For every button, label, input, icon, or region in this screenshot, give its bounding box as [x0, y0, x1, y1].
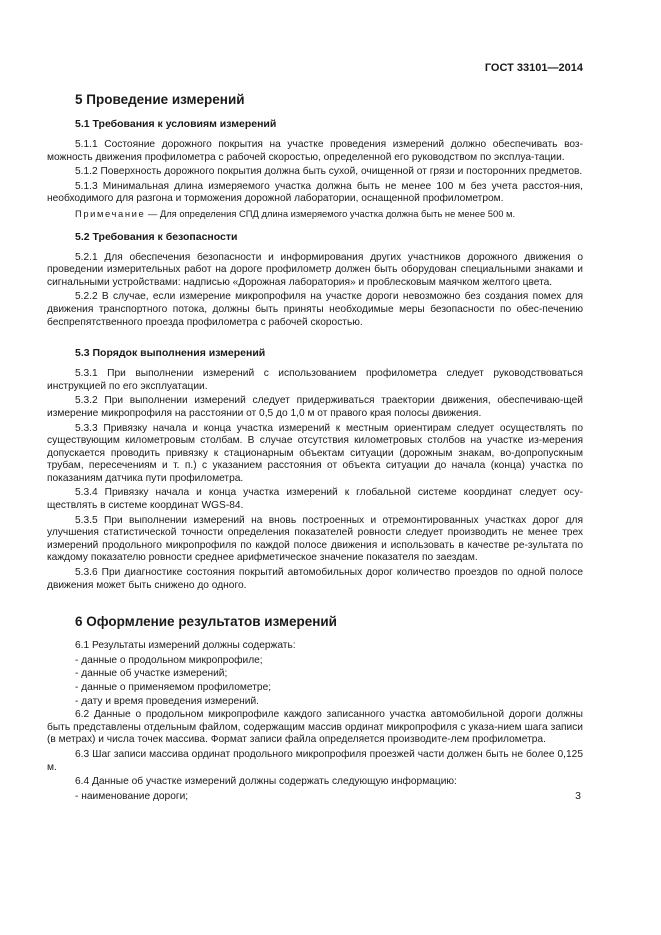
paragraph-5-3-3: 5.3.3 Привязку начала и конца участка измерений к местным ориентирам следует осуществлять по существующим километровым столбам. В случае отсутствия километровых столбов на участке из-мерения допускается проводить привязку к стационарным объектам ситуации (дорожным знакам, во-допропускным трубам, пересечениям и т. п.) с указанием расстояния от объекта ситуации до начала (конца) участка по показаниям датчика пути профилометра.	[47, 422, 583, 484]
paragraph-5-3-1: 5.3.1 При выполнении измерений с использованием профилометра следует руководствоваться инструкцией по его эксплуатации.	[47, 368, 583, 392]
list-item: - дату и время проведения измерений.	[75, 695, 259, 707]
section-5-2-heading: 5.2 Требования к безопасности	[75, 230, 238, 243]
paragraph-5-2-2: 5.2.2 В случае, если измерение микропрофиля на участке дороги невозможно без создания помех для движения транспортного потока, должны быть приняты необходимые меры безопасности по обес-печению беспрепятственного проезда профилометра с рабочей скоростью.	[47, 291, 583, 328]
paragraph-6-2: 6.2 Данные о продольном микропрофиле каждого записанного участка автомобильной дороги должны быть представлены отдельным файлом, содержащим массив ординат микропрофиля с указа-нием шага записи (в метрах) и числа точек массива. Формат записи файла определяется производите-лем профилометра.	[47, 709, 583, 746]
paragraph-6-3: 6.3 Шаг записи массива ординат продольного микропрофиля проезжей части должен быть не более 0,125 м.	[47, 748, 583, 773]
section-5-heading: 5 Проведение измерений	[75, 92, 245, 107]
list-item: - данные об участке измерений;	[75, 668, 228, 680]
paragraph-5-2-1: 5.2.1 Для обеспечения безопасности и информирования других участников дорожного движения о проведении измерительных работ на дороге профилометр должен быть оборудован специальными знаками и сигнальными устройствами: надписью «Дорожная лаборатория» и проблесковым маячком желтого цвета.	[47, 251, 583, 288]
document-number: ГОСТ 33101—2014	[484, 62, 583, 74]
paragraph-5-3-2: 5.3.2 При выполнении измерений следует придерживаться траектории движения, обеспечиваю-щей измерение микропрофиля на расстоянии от 0,5 до 1,0 м от правого края полосы движения.	[47, 395, 583, 419]
list-item: - данные о применяемом профилометре;	[75, 682, 272, 693]
page-content	[47, 92, 583, 804]
paragraph-6-1: 6.1 Результаты измерений должны содержать:	[75, 640, 296, 652]
paragraph-5-3-4: 5.3.4 Привязку начала и конца участка измерений к глобальной системе координат следует осу-ществлять в системе координат WGS-84.	[47, 487, 583, 512]
list-item: - наименование дороги;	[75, 790, 189, 802]
paragraph-5-3-6: 5.3.6 При диагностике состояния покрытий автомобильных дорог количество проездов по одной полосе движения может быть снижено до одного.	[47, 567, 583, 591]
note-text: — Для определения СПД длина измеряемого участка должна быть не менее 500 м.	[145, 207, 516, 219]
paragraph-6-4: 6.4 Данные об участке измерений должны содержать следующую информацию:	[75, 776, 457, 788]
paragraph-5-3-5: 5.3.5 При выполнении измерений на вновь построенных и отремонтированных участках дорог для улучшения статистической точности определения показателей ровности следует производить не менее трех измерений продольного микропрофиля по каждой полосе движения и использовать в качестве ре-зультата по каждому показателю ровности среднее арифметическое значение показателя по заездам.	[47, 514, 583, 564]
list-item: - данные о продольном микропрофиле;	[75, 654, 263, 666]
note	[47, 208, 583, 221]
section-6-heading: 6 Оформление результатов измерений	[75, 614, 337, 630]
note-label: Примечание	[75, 207, 146, 219]
paragraph-5-1-1: 5.1.1 Состояние дорожного покрытия на участке проведения измерений должно обеспечивать воз-можность движения профилометра с рабочей скоростью, определенной его руководством по эксплуа-тации.	[47, 139, 583, 163]
page-number: 3	[575, 790, 581, 802]
paragraph-5-1-2: 5.1.2 Поверхность дорожного покрытия должна быть сухой, очищенной от грязи и посторонних предметов.	[75, 166, 583, 178]
section-5-1-heading: 5.1 Требования к условиям измерений	[75, 118, 277, 130]
paragraph-5-1-3: 5.1.3 Минимальная длина измеряемого участка должна быть не менее 100 м без учета расстоя-ния, необходимого для разгона и торможения дорожной лаборатории, оснащенной профилометром.	[47, 180, 583, 205]
section-5-3-heading: 5.3 Порядок выполнения измерений	[75, 347, 266, 360]
